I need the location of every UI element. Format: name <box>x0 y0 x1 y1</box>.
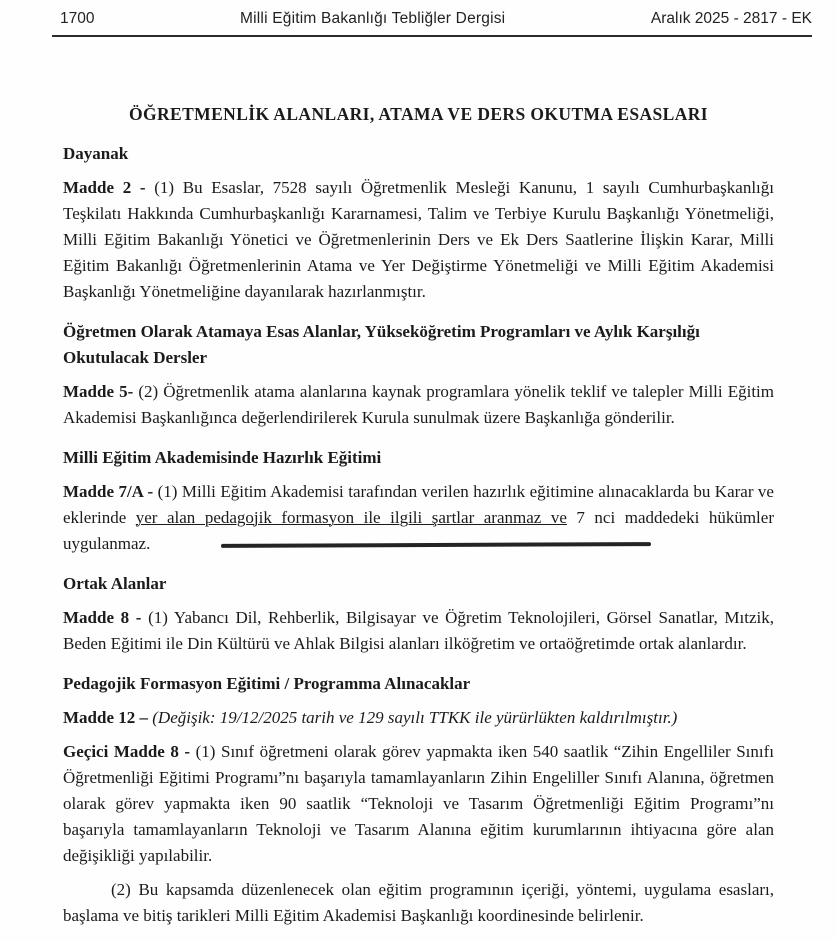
section-heading: Milli Eğitim Akademisinde Hazırlık Eğitimi <box>63 448 382 467</box>
section-heading: Dayanak <box>63 144 129 163</box>
text-run: (1) Yabancı Dil, Rehberlik, Bilgisayar ve Öğretim Teknolojileri, Görsel Sanatlar, Mıtzik, Beden Eğitimi ile Din Kültürü ve Ahlak Bilgisi alanları ilköğretim ve ortaöğretimde ortak alanlardır. <box>63 608 774 653</box>
issue-label: Aralık 2025 - 2817 - EK <box>650 10 812 27</box>
text-run: (2) Bu kapsamda düzenlenecek olan eğitim programının içeriği, yöntemi, uygulama esasları, başlama ve bitiş tarikleri Milli Eğitim Akademisi Başkanlığı koordinesinde belirlenir. <box>63 880 774 925</box>
text-run: (1) Sınıf öğretmeni olarak görev yapmakta iken 540 saatlik “Zihin Engelliler Sınıfı Öğretmenliği Eğitimi Programı”nı başarıyla tamamlayanların Zihin Engeliller Sınıfı Alanına, öğretmen olarak görev yapmakta iken 90 saatlik “Teknoloji ve Tasarım Öğretmenliği Eğitim Programı”nı başarıyla tamamlayanların Teknoloji ve Tasarım Alanına eğitim kurumlarının ihtiyacına göre alan değişikliği yapılabilir. <box>63 742 775 865</box>
paragraph <box>63 379 774 431</box>
text-run: Geçici Madde 8 - <box>63 742 196 761</box>
page-number: 1700 <box>60 10 95 27</box>
paragraph <box>63 705 774 731</box>
section-heading: Pedagojik Formasyon Eğitimi / Programma Alınacaklar <box>63 674 471 693</box>
paragraph <box>63 175 774 305</box>
paragraph <box>63 739 774 869</box>
journal-title: Milli Eğitim Bakanlığı Tebliğler Dergisi <box>240 10 506 27</box>
text-run: Madde 8 - <box>63 608 149 627</box>
document-body <box>63 101 774 929</box>
text-run: Madde 7/A - <box>63 482 158 501</box>
section-heading: Ortak Alanlar <box>63 574 167 593</box>
text-run: Madde 12 – <box>63 708 153 727</box>
text-run: (Değişik: 19/12/2025 tarih ve 129 sayılı TTKK ile yürürlükten kaldırılmıştır.) <box>152 708 678 727</box>
text-run: Madde 2 - <box>63 178 155 197</box>
page-header <box>52 0 812 37</box>
paragraph <box>63 877 774 929</box>
section-heading: Öğretmen Olarak Atamaya Esas Alanlar, Yükseköğretim Programları ve Aylık Karşılığı Okutulacak Dersler <box>63 322 700 367</box>
text-run: (2) Öğretmenlik atama alanlarına kaynak programlara yönelik teklif ve talepler Milli Eğitim Akademisi Başkanlığınca değerlendirilerek Kurula sunulmak üzere Başkanlığa gönderilir. <box>63 382 774 427</box>
text-run: (1) Milli Eğitim Akademisi tarafından verilen hazırlık eğitimine alınacaklarda bu Karar ve eklerinde <box>63 482 774 527</box>
text-run: 7 nci maddedeki hükümler uygulanmaz. <box>63 508 774 553</box>
document-blocks <box>63 141 774 929</box>
text-run: (1) Bu Esaslar, 7528 sayılı Öğretmenlik Mesleği Kanunu, 1 sayılı Cumhurbaşkanlığı Teşkilatı Hakkında Cumhurbaşkanlığı Kararnamesi, Talim ve Terbiye Kurulu Başkanlığı Yönetmeliği, Milli Eğitim Bakanlığı Yönetici ve Öğretmenlerinin Ders ve Ek Ders Saatlerine İlişkin Karar, Milli Eğitim Bakanlığı Öğretmenlerinin Atama ve Yer Değiştirme Yönetmeliği ve Milli Eğitim Akademisi Başkanlığı Yönetmeliğine dayanılarak hazırlanmıştır. <box>63 178 775 301</box>
paragraph <box>63 605 774 657</box>
text-run: Madde 5- <box>63 382 139 401</box>
document-title: ÖĞRETMENLİK ALANLARI, ATAMA VE DERS OKUTMA ESASLARI <box>128 104 709 124</box>
text-run: yer alan pedagojik formasyon ile ilgili şartlar aranmaz ve <box>135 508 567 527</box>
